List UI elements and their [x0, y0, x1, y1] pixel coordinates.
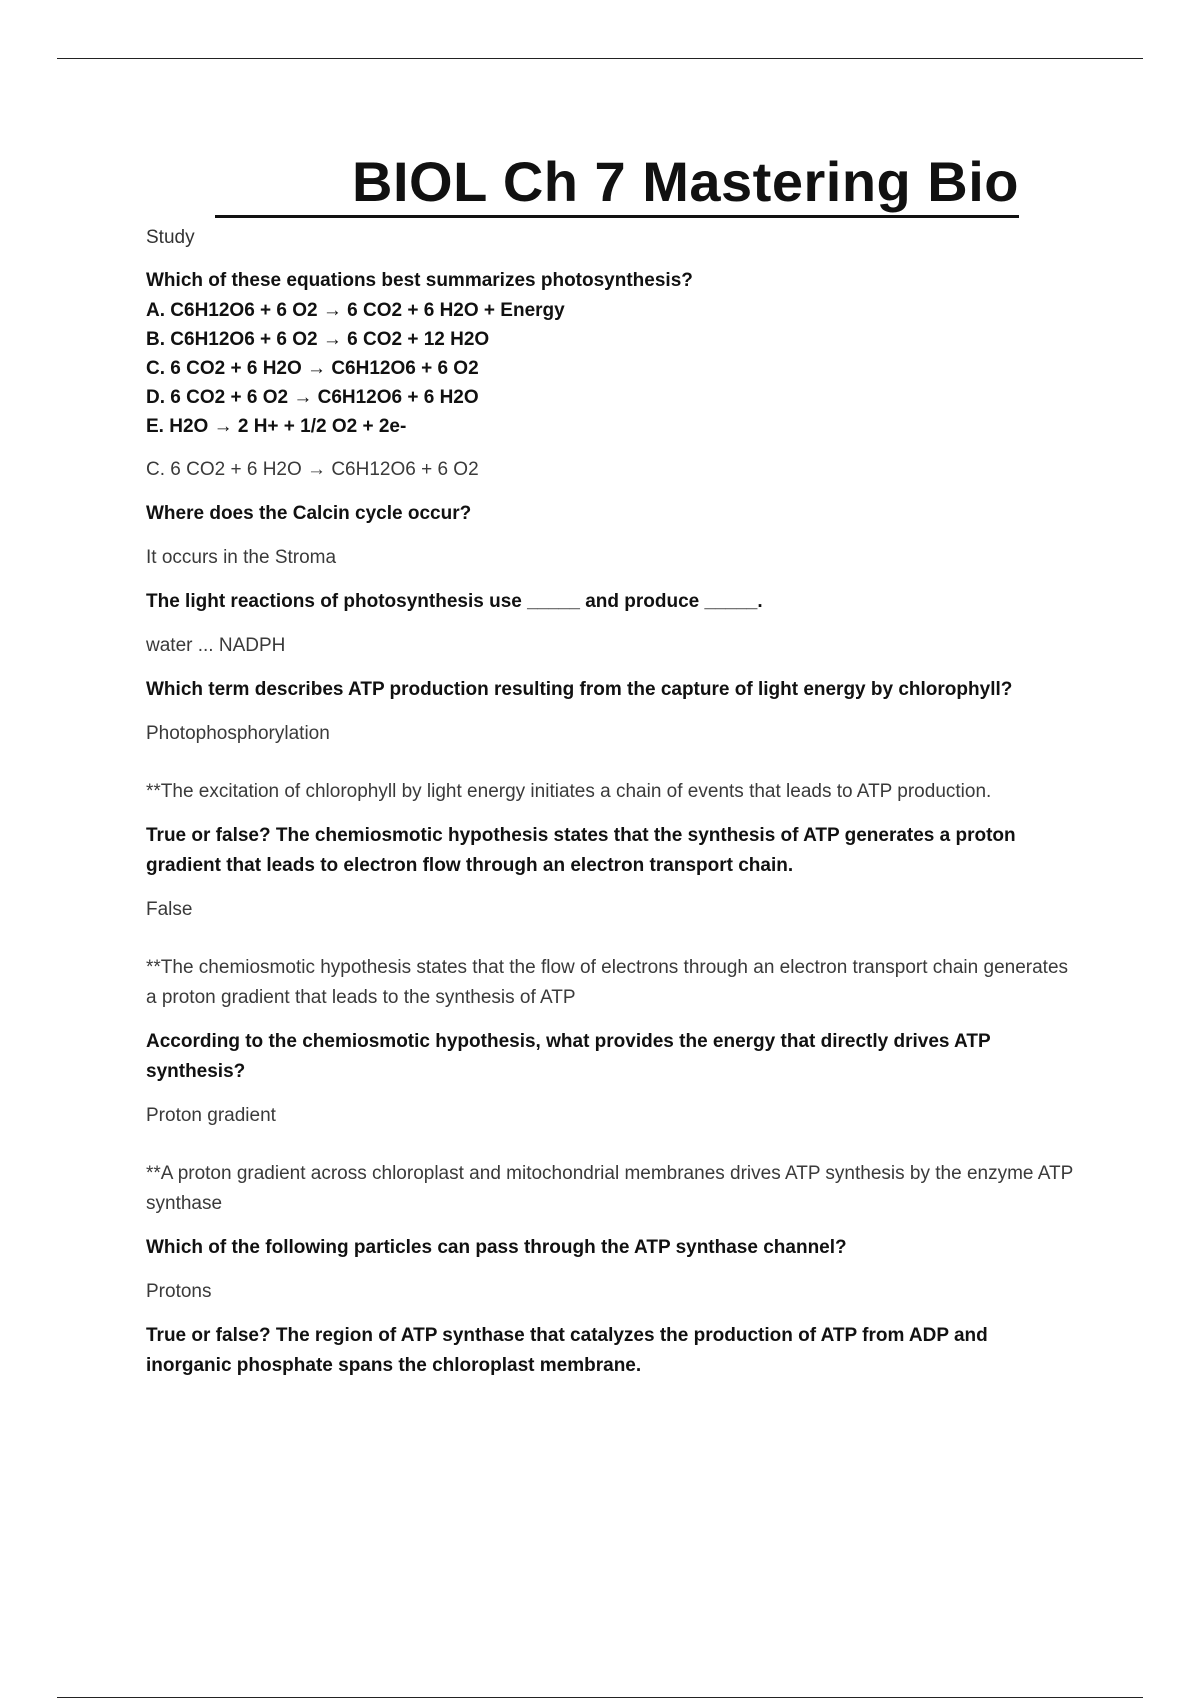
qa-item [146, 587, 1076, 661]
qa-item [146, 1321, 1076, 1381]
option: D. 6 CO2 + 6 O2 → C6H12O6 + 6 H2O [146, 387, 479, 408]
question: True or false? The chemiosmotic hypothesis states that the synthesis of ATP generates a proton gradient that leads to electron flow through an electron transport chain. [146, 825, 1016, 876]
top-rule [57, 58, 1143, 59]
qa-item [146, 1027, 1076, 1219]
bottom-rule [57, 1697, 1143, 1698]
explanation-note: **The excitation of chlorophyll by light energy initiates a chain of events that leads to ATP production. [146, 781, 992, 802]
qa-item [146, 1233, 1076, 1307]
option-list [146, 296, 1076, 441]
question: Which of these equations best summarizes photosynthesis? [146, 270, 693, 291]
answer: It occurs in the Stroma [146, 547, 337, 568]
qa-item [146, 675, 1076, 807]
question: According to the chemiosmotic hypothesis, what provides the energy that directly drives ATP synthesis? [146, 1031, 991, 1082]
option: A. C6H12O6 + 6 O2 → 6 CO2 + 6 H2O + Energy [146, 300, 565, 321]
explanation-note: **A proton gradient across chloroplast and mitochondrial membranes drives ATP synthesis by the enzyme ATP synthase [146, 1163, 1073, 1214]
question: True or false? The region of ATP synthase that catalyzes the production of ATP from ADP and inorganic phosphate spans the chloroplast membrane. [146, 1325, 988, 1376]
question: Where does the Calcin cycle occur? [146, 503, 472, 524]
option: B. C6H12O6 + 6 O2 → 6 CO2 + 12 H2O [146, 329, 490, 350]
question: The light reactions of photosynthesis use _____ and produce _____. [146, 591, 763, 612]
answer: C. 6 CO2 + 6 H2O → C6H12O6 + 6 O2 [146, 459, 479, 480]
qa-item [146, 821, 1076, 1013]
subtitle: Study [146, 227, 195, 248]
answer: Protons [146, 1281, 212, 1302]
answer: False [146, 899, 193, 920]
option: E. H2O → 2 H+ + 1/2 O2 + 2e- [146, 416, 407, 437]
qa-item [146, 499, 1076, 573]
page-title: BIOL Ch 7 Mastering Bio [215, 150, 1019, 218]
document-body [146, 224, 1076, 1381]
answer: water ... NADPH [146, 635, 286, 656]
qa-item [146, 266, 1076, 485]
answer: Proton gradient [146, 1105, 276, 1126]
option: C. 6 CO2 + 6 H2O → C6H12O6 + 6 O2 [146, 358, 479, 379]
question: Which term describes ATP production resulting from the capture of light energy by chlorophyll? [146, 679, 1013, 700]
question: Which of the following particles can pass through the ATP synthase channel? [146, 1237, 847, 1258]
explanation-note: **The chemiosmotic hypothesis states that the flow of electrons through an electron transport chain generates a proton gradient that leads to the synthesis of ATP [146, 957, 1069, 1008]
answer: Photophosphorylation [146, 723, 330, 744]
